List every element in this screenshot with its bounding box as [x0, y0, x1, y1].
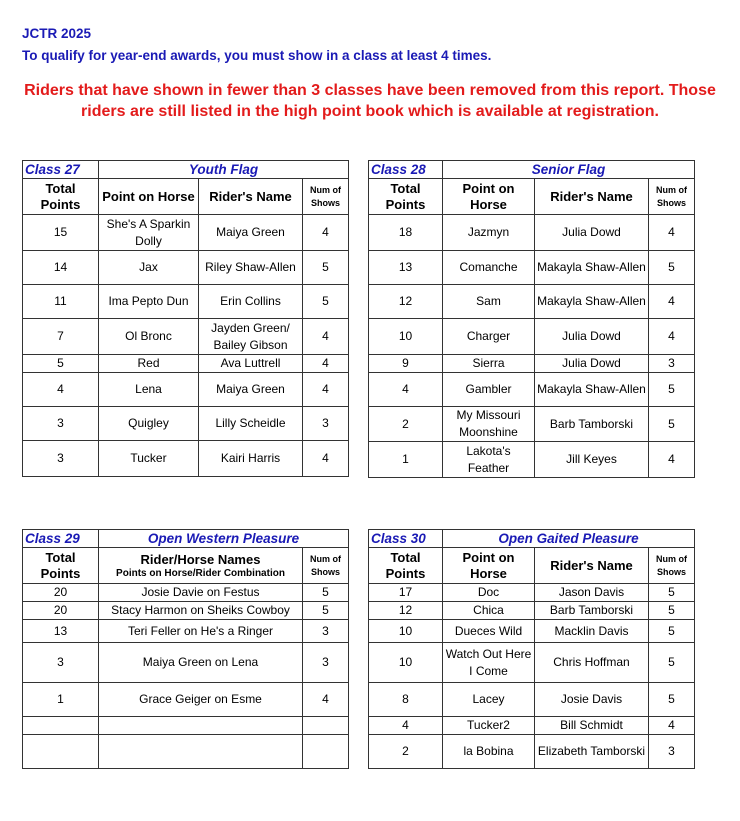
table-row [369, 620, 695, 643]
class30-table [368, 529, 695, 769]
cell-rider: Chris Hoffman [535, 643, 649, 683]
cell-horse: My Missouri Moonshine [443, 407, 535, 442]
cell-points: 18 [369, 215, 443, 251]
class28-name: Senior Flag [443, 161, 695, 179]
cell-shows: 5 [649, 251, 695, 285]
col-point-on-horse: Point on Horse [443, 179, 535, 215]
cell-horse: Lacey [443, 683, 535, 717]
cell-points: 12 [369, 285, 443, 319]
cell-points: 12 [369, 602, 443, 620]
col-riders-name: Rider's Name [535, 548, 649, 584]
cell-horse: Ima Pepto Dun [99, 285, 199, 319]
class30-name: Open Gaited Pleasure [443, 530, 695, 548]
table-row [23, 643, 349, 683]
cell-shows: 4 [649, 319, 695, 355]
col-total-points: Total Points [23, 548, 99, 584]
cell-horse: Jazmyn [443, 215, 535, 251]
cell-points: 2 [369, 735, 443, 769]
cell-points: 1 [23, 683, 99, 717]
cell-points: 1 [369, 442, 443, 478]
table-row [369, 643, 695, 683]
cell-points: 7 [23, 319, 99, 355]
col-num-shows: Num of Shows [303, 548, 349, 584]
table-row [369, 251, 695, 285]
table-row [23, 735, 349, 769]
col-riders-name: Rider's Name [535, 179, 649, 215]
cell-rider: Josie Davis [535, 683, 649, 717]
col-total-points: Total Points [369, 548, 443, 584]
col-names-main: Rider/Horse Names [140, 551, 261, 567]
cell-rider: Jill Keyes [535, 442, 649, 478]
cell-rider: Jayden Green/ Bailey Gibson [199, 319, 303, 355]
cell-shows [303, 717, 349, 735]
table-row [23, 602, 349, 620]
cell-rider: Ava Luttrell [199, 355, 303, 373]
cell-horse: Lena [99, 373, 199, 407]
cell-points: 3 [23, 407, 99, 441]
cell-horse: Red [99, 355, 199, 373]
cell-rider: Maiya Green [199, 215, 303, 251]
cell-shows: 4 [303, 319, 349, 355]
table-row [23, 620, 349, 643]
report-title: JCTR 2025 [22, 26, 92, 41]
table-row [369, 584, 695, 602]
table-row [369, 215, 695, 251]
cell-shows: 4 [649, 285, 695, 319]
class28-table [368, 160, 695, 478]
cell-shows: 5 [649, 602, 695, 620]
cell-rider: Macklin Davis [535, 620, 649, 643]
cell-shows: 5 [649, 620, 695, 643]
cell-names: Maiya Green on Lena [99, 643, 303, 683]
table-row [369, 407, 695, 442]
cell-horse: Dueces Wild [443, 620, 535, 643]
cell-rider: Julia Dowd [535, 319, 649, 355]
class30-rows [369, 584, 695, 769]
class27-label: Class 27 [23, 161, 99, 179]
table-row [369, 717, 695, 735]
cell-rider: Julia Dowd [535, 355, 649, 373]
table-row [369, 373, 695, 407]
cell-rider: Julia Dowd [535, 215, 649, 251]
table-row [23, 717, 349, 735]
cell-points: 17 [369, 584, 443, 602]
cell-points: 14 [23, 251, 99, 285]
table-row [23, 215, 349, 251]
class28-rows [369, 215, 695, 478]
table-row [23, 407, 349, 441]
cell-shows: 4 [303, 441, 349, 477]
cell-points: 3 [23, 643, 99, 683]
table-row [23, 584, 349, 602]
cell-shows: 3 [303, 643, 349, 683]
cell-shows: 5 [649, 407, 695, 442]
col-point-on-horse: Point on Horse [443, 548, 535, 584]
cell-rider: Bill Schmidt [535, 717, 649, 735]
class30-label: Class 30 [369, 530, 443, 548]
cell-shows [303, 735, 349, 769]
table-row [23, 441, 349, 477]
table-row [369, 602, 695, 620]
cell-rider: Jason Davis [535, 584, 649, 602]
class27-table [22, 160, 349, 477]
col-point-on-horse: Point on Horse [99, 179, 199, 215]
cell-horse: Charger [443, 319, 535, 355]
cell-points: 15 [23, 215, 99, 251]
cell-horse: Quigley [99, 407, 199, 441]
col-names-sub: Points on Horse/Rider Combination [116, 567, 285, 579]
cell-horse: Sierra [443, 355, 535, 373]
cell-names: Teri Feller on He's a Ringer [99, 620, 303, 643]
cell-rider: Erin Collins [199, 285, 303, 319]
cell-rider: Lilly Scheidle [199, 407, 303, 441]
cell-shows: 4 [303, 215, 349, 251]
class29-table [22, 529, 349, 769]
cell-shows: 4 [649, 215, 695, 251]
cell-rider: Kairi Harris [199, 441, 303, 477]
table-row [369, 442, 695, 478]
cell-points: 11 [23, 285, 99, 319]
cell-points: 9 [369, 355, 443, 373]
cell-points: 4 [369, 373, 443, 407]
cell-points: 10 [369, 319, 443, 355]
col-rider-horse-names [99, 548, 303, 584]
col-total-points: Total Points [369, 179, 443, 215]
table-row [23, 251, 349, 285]
cell-points: 3 [23, 441, 99, 477]
table-row [369, 355, 695, 373]
cell-shows: 4 [303, 355, 349, 373]
cell-horse: Gambler [443, 373, 535, 407]
cell-rider: Makayla Shaw-Allen [535, 373, 649, 407]
table-row [23, 373, 349, 407]
cell-shows: 4 [649, 717, 695, 735]
removal-notice: Riders that have shown in fewer than 3 classes have been removed from this report. Those riders are still listed in the high point book which is available at registration. [24, 82, 716, 120]
cell-horse: Jax [99, 251, 199, 285]
cell-points: 2 [369, 407, 443, 442]
cell-shows: 5 [303, 584, 349, 602]
cell-points: 10 [369, 643, 443, 683]
class29-name: Open Western Pleasure [99, 530, 349, 548]
cell-shows: 4 [303, 683, 349, 717]
cell-rider: Makayla Shaw-Allen [535, 285, 649, 319]
cell-shows: 5 [649, 683, 695, 717]
cell-shows: 5 [649, 584, 695, 602]
cell-shows: 3 [649, 735, 695, 769]
cell-points: 8 [369, 683, 443, 717]
cell-names: Grace Geiger on Esme [99, 683, 303, 717]
cell-shows: 3 [303, 407, 349, 441]
table-row [23, 319, 349, 355]
cell-names [99, 717, 303, 735]
cell-rider: Barb Tamborski [535, 407, 649, 442]
cell-rider: Makayla Shaw-Allen [535, 251, 649, 285]
cell-horse: Ol Bronc [99, 319, 199, 355]
cell-rider: Elizabeth Tamborski [535, 735, 649, 769]
cell-rider: Maiya Green [199, 373, 303, 407]
cell-horse: Sam [443, 285, 535, 319]
cell-points: 13 [369, 251, 443, 285]
col-total-points: Total Points [23, 179, 99, 215]
table-row [23, 355, 349, 373]
col-num-shows: Num of Shows [649, 548, 695, 584]
class27-rows [23, 215, 349, 477]
cell-shows: 5 [303, 251, 349, 285]
class29-rows [23, 584, 349, 769]
table-row [23, 285, 349, 319]
cell-points [23, 717, 99, 735]
cell-horse: la Bobina [443, 735, 535, 769]
cell-horse: Doc [443, 584, 535, 602]
cell-points: 20 [23, 584, 99, 602]
cell-horse: Tucker [99, 441, 199, 477]
cell-names: Josie Davie on Festus [99, 584, 303, 602]
table-row [369, 683, 695, 717]
cell-horse: Comanche [443, 251, 535, 285]
cell-shows: 5 [649, 643, 695, 683]
cell-shows: 5 [303, 602, 349, 620]
table-row [369, 319, 695, 355]
cell-points: 20 [23, 602, 99, 620]
cell-points [23, 735, 99, 769]
cell-horse: Chica [443, 602, 535, 620]
cell-points: 13 [23, 620, 99, 643]
cell-names: Stacy Harmon on Sheiks Cowboy [99, 602, 303, 620]
cell-rider: Riley Shaw-Allen [199, 251, 303, 285]
table-row [369, 285, 695, 319]
class27-name: Youth Flag [99, 161, 349, 179]
cell-points: 4 [23, 373, 99, 407]
cell-horse: Lakota's Feather [443, 442, 535, 478]
cell-shows: 5 [303, 285, 349, 319]
cell-horse: Watch Out Here I Come [443, 643, 535, 683]
col-riders-name: Rider's Name [199, 179, 303, 215]
cell-rider: Barb Tamborski [535, 602, 649, 620]
cell-points: 4 [369, 717, 443, 735]
cell-shows: 3 [649, 355, 695, 373]
col-num-shows: Num of Shows [303, 179, 349, 215]
class28-label: Class 28 [369, 161, 443, 179]
table-row [369, 735, 695, 769]
class29-label: Class 29 [23, 530, 99, 548]
table-row [23, 683, 349, 717]
cell-points: 10 [369, 620, 443, 643]
cell-horse: Tucker2 [443, 717, 535, 735]
col-num-shows: Num of Shows [649, 179, 695, 215]
cell-names [99, 735, 303, 769]
cell-shows: 5 [649, 373, 695, 407]
qualify-note: To qualify for year-end awards, you must show in a class at least 4 times. [22, 48, 492, 63]
cell-horse: She's A Sparkin Dolly [99, 215, 199, 251]
cell-shows: 3 [303, 620, 349, 643]
cell-shows: 4 [649, 442, 695, 478]
cell-points: 5 [23, 355, 99, 373]
cell-shows: 4 [303, 373, 349, 407]
